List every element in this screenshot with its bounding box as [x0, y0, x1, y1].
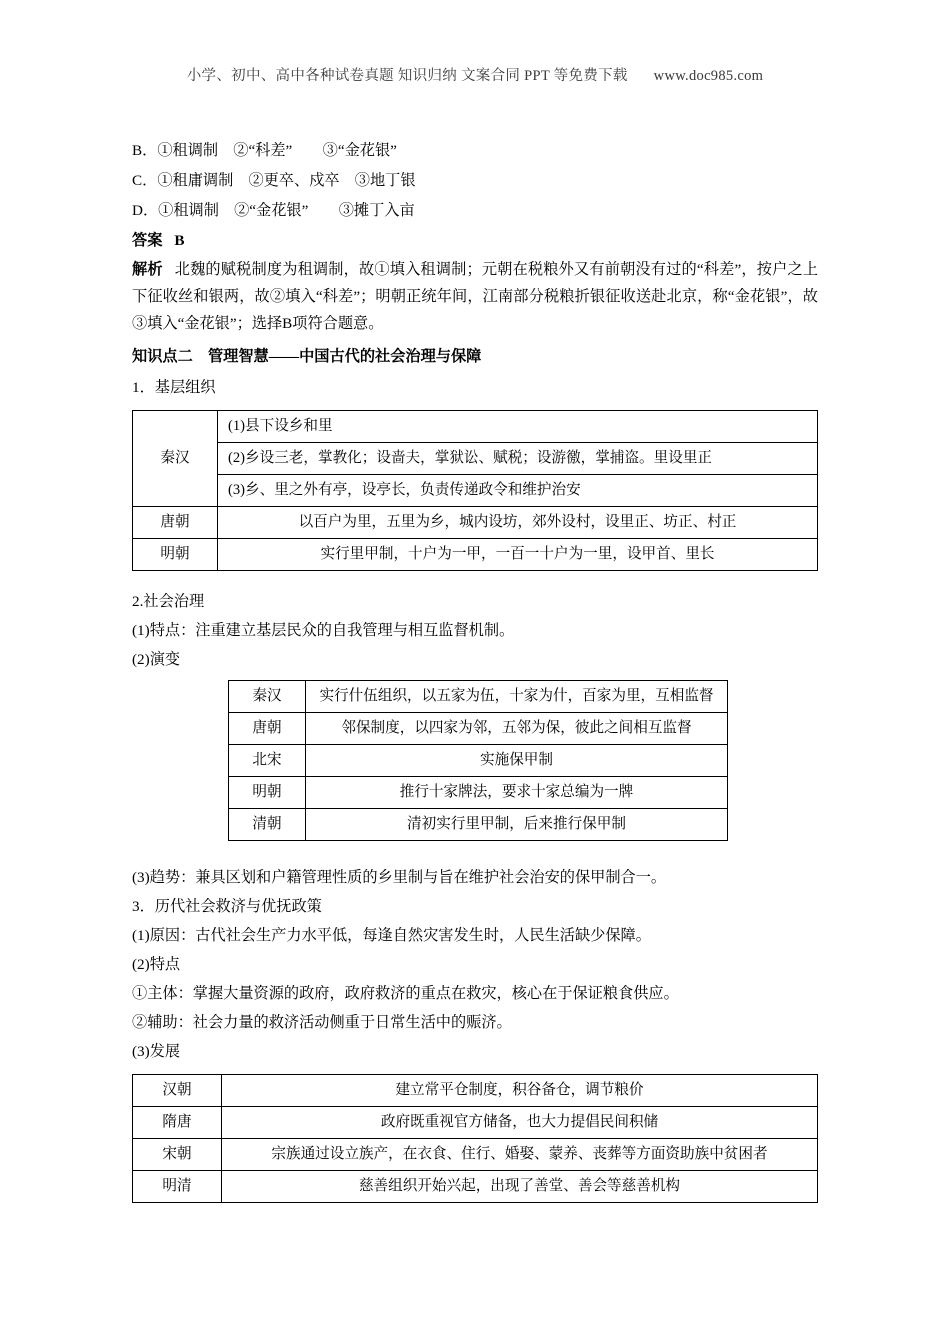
era-cell: 明朝 — [229, 777, 306, 809]
section3-item1: ①主体：掌握大量资源的政府，政府救济的重点在救灾，核心在于保证粮食供应。 — [132, 985, 679, 1002]
table-row — [229, 713, 728, 745]
table-row — [229, 681, 728, 713]
analysis-text: 北魏的赋税制度为租调制，故①填入租调制；元朝在税粮外又有前朝没有过的“科差”，按户之上下征收丝和银两，故②填入“科差”；明朝正统年间，江南部分税粮折银征收送赴北京，称“金花银”，故③填入“金花银”；选择B项符合题意。 — [132, 261, 819, 332]
grassroots-organization-table — [132, 410, 818, 571]
table-row — [229, 745, 728, 777]
answer-label: 答案 — [132, 232, 163, 249]
social-governance-table — [228, 680, 728, 841]
era-cell: 隋唐 — [133, 1107, 222, 1139]
era-cell: 北宋 — [229, 745, 306, 777]
content-cell: (2)乡设三老，掌教化；设啬夫，掌狱讼、赋税；设游徼，掌捕盗。里设里正 — [218, 443, 818, 475]
knowledge-point-heading: 知识点二 管理智慧——中国古代的社会治理与保障 — [132, 348, 482, 365]
table-row — [133, 1075, 818, 1107]
era-cell: 唐朝 — [133, 507, 218, 539]
era-cell: 秦汉 — [229, 681, 306, 713]
era-cell: 明朝 — [133, 539, 218, 571]
content-cell: 慈善组织开始兴起，出现了善堂、善会等慈善机构 — [222, 1171, 818, 1203]
table-row — [133, 475, 818, 507]
content-cell: 建立常平仓制度，积谷备仓，调节粮价 — [222, 1075, 818, 1107]
era-cell: 明清 — [133, 1171, 222, 1203]
option-d: D．①租调制 ②“金花银” ③摊丁入亩 — [132, 202, 415, 219]
era-cell: 秦汉 — [133, 411, 218, 507]
section2-point3: (3)趋势：兼具区划和户籍管理性质的乡里制与旨在维护社会治安的保甲制合一。 — [132, 869, 667, 886]
table-row — [229, 809, 728, 841]
content-cell: 实行里甲制，十户为一甲，一百一十户为一里，设甲首、里长 — [218, 539, 818, 571]
social-relief-table — [132, 1074, 818, 1203]
content-cell: 推行十家牌法，要求十家总编为一牌 — [306, 777, 728, 809]
table-row — [133, 1171, 818, 1203]
section2-title: 2.社会治理 — [132, 593, 205, 610]
section1-title: 1．基层组织 — [132, 379, 216, 396]
watermark-text: 小学、初中、高中各种试卷真题 知识归纳 文案合同 PPT 等免费下载 — [186, 68, 628, 84]
answer-value: B — [174, 232, 185, 249]
section2-point2: (2)演变 — [132, 651, 181, 668]
era-cell: 清朝 — [229, 809, 306, 841]
content-cell: 政府既重视官方储备，也大力提倡民间积储 — [222, 1107, 818, 1139]
table-row — [133, 443, 818, 475]
era-cell: 宋朝 — [133, 1139, 222, 1171]
content-cell: 邻保制度，以四家为邻，五邻为保，彼此之间相互监督 — [306, 713, 728, 745]
option-c: C．①租庸调制 ②更卒、戍卒 ③地丁银 — [132, 172, 416, 189]
content-cell: 以百户为里，五里为乡，城内设坊，郊外设村，设里正、坊正、村正 — [218, 507, 818, 539]
content-cell: 清初实行里甲制，后来推行保甲制 — [306, 809, 728, 841]
table-row — [133, 1139, 818, 1171]
analysis-label: 解析 — [132, 261, 163, 278]
analysis-block — [132, 256, 818, 337]
watermark-banner — [0, 64, 950, 85]
section2-point1: (1)特点：注重建立基层民众的自我管理与相互监督机制。 — [132, 622, 515, 639]
content-cell: (3)乡、里之外有亭，设亭长，负责传递政令和维护治安 — [218, 475, 818, 507]
document-content — [132, 136, 818, 1209]
table-row — [133, 1107, 818, 1139]
content-cell: 实施保甲制 — [306, 745, 728, 777]
content-cell: (1)县下设乡和里 — [218, 411, 818, 443]
section3-point2: (2)特点 — [132, 956, 181, 973]
section3-title: 3．历代社会救济与优抚政策 — [132, 898, 322, 915]
section3-item2: ②辅助：社会力量的救济活动侧重于日常生活中的赈济。 — [132, 1014, 512, 1031]
section3-point3: (3)发展 — [132, 1043, 181, 1060]
content-cell: 实行什伍组织，以五家为伍，十家为什，百家为里，互相监督 — [306, 681, 728, 713]
answer-row — [132, 226, 818, 256]
era-cell: 汉朝 — [133, 1075, 222, 1107]
table-row — [133, 411, 818, 443]
table-row — [133, 507, 818, 539]
content-cell: 宗族通过设立族产，在衣食、住行、婚娶、蒙养、丧葬等方面资助族中贫困者 — [222, 1139, 818, 1171]
section3-point1: (1)原因：古代社会生产力水平低，每逢自然灾害发生时，人民生活缺少保障。 — [132, 927, 651, 944]
table-row — [229, 777, 728, 809]
watermark-url: www.doc985.com — [653, 68, 764, 84]
era-cell: 唐朝 — [229, 713, 306, 745]
table-row — [133, 539, 818, 571]
option-b: B．①租调制 ②“科差” ③“金花银” — [132, 142, 397, 159]
